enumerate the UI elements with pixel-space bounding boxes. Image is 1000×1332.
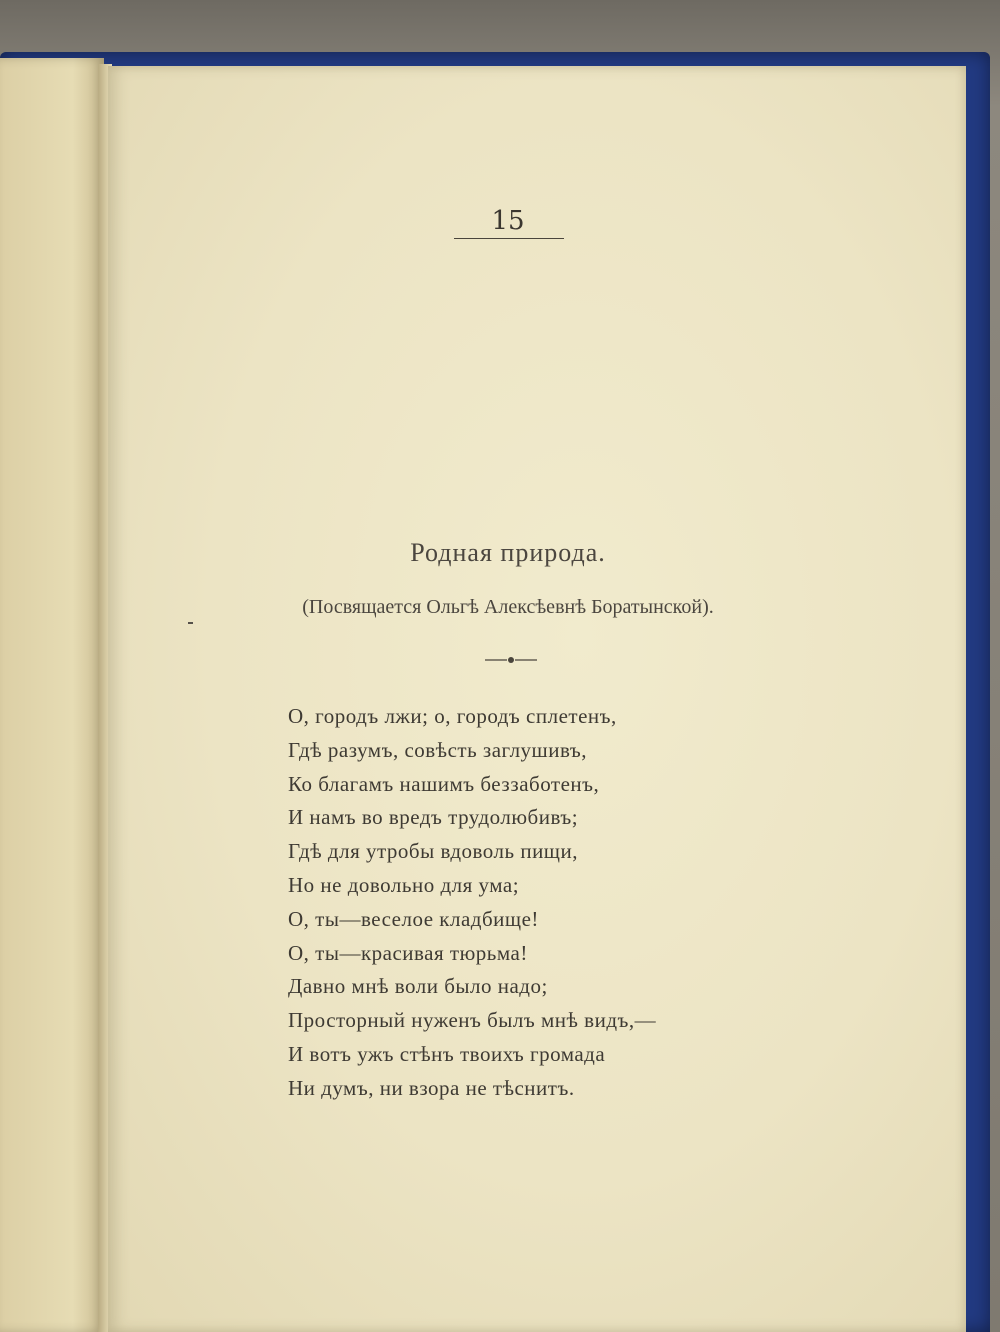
- verse-line: И вотъ ужъ стѣнъ твоихъ громада: [288, 1041, 606, 1066]
- verse-line: И намъ во вредъ трудолюбивъ;: [288, 805, 579, 830]
- verse-line: Просторный нуженъ былъ мнѣ видъ,—: [288, 1008, 657, 1033]
- left-page-edge: [0, 58, 104, 1332]
- verse-line: Давно мнѣ воли было надо;: [288, 974, 548, 999]
- page-number-rule: [454, 238, 564, 239]
- page-number: 15: [491, 206, 525, 236]
- verse-line: Гдѣ разумъ, совѣсть заглушивъ,: [288, 737, 587, 762]
- ornament-divider: [483, 654, 539, 666]
- verse-line: О, ты—красивая тюрьма!: [288, 940, 528, 965]
- verse-line: Ко благамъ нашимъ беззаботенъ,: [288, 771, 600, 796]
- verse-line: Ни думъ, ни взора не тѣснитъ.: [288, 1075, 575, 1100]
- poem-verse: [288, 700, 656, 1106]
- verse-line: Но не довольно для ума;: [288, 872, 520, 897]
- poem-title: Родная природа.: [410, 538, 606, 567]
- book-page: [108, 66, 966, 1332]
- verse-line: Гдѣ для утробы вдоволь пищи,: [288, 839, 578, 864]
- ink-speck: [188, 622, 193, 624]
- verse-line: О, городъ лжи; о, городъ сплетенъ,: [288, 704, 617, 728]
- verse-line: О, ты—веселое кладбище!: [288, 906, 539, 931]
- poem-dedication: (Посвящается Ольгѣ Алексѣевнѣ Боратынской).: [302, 596, 714, 618]
